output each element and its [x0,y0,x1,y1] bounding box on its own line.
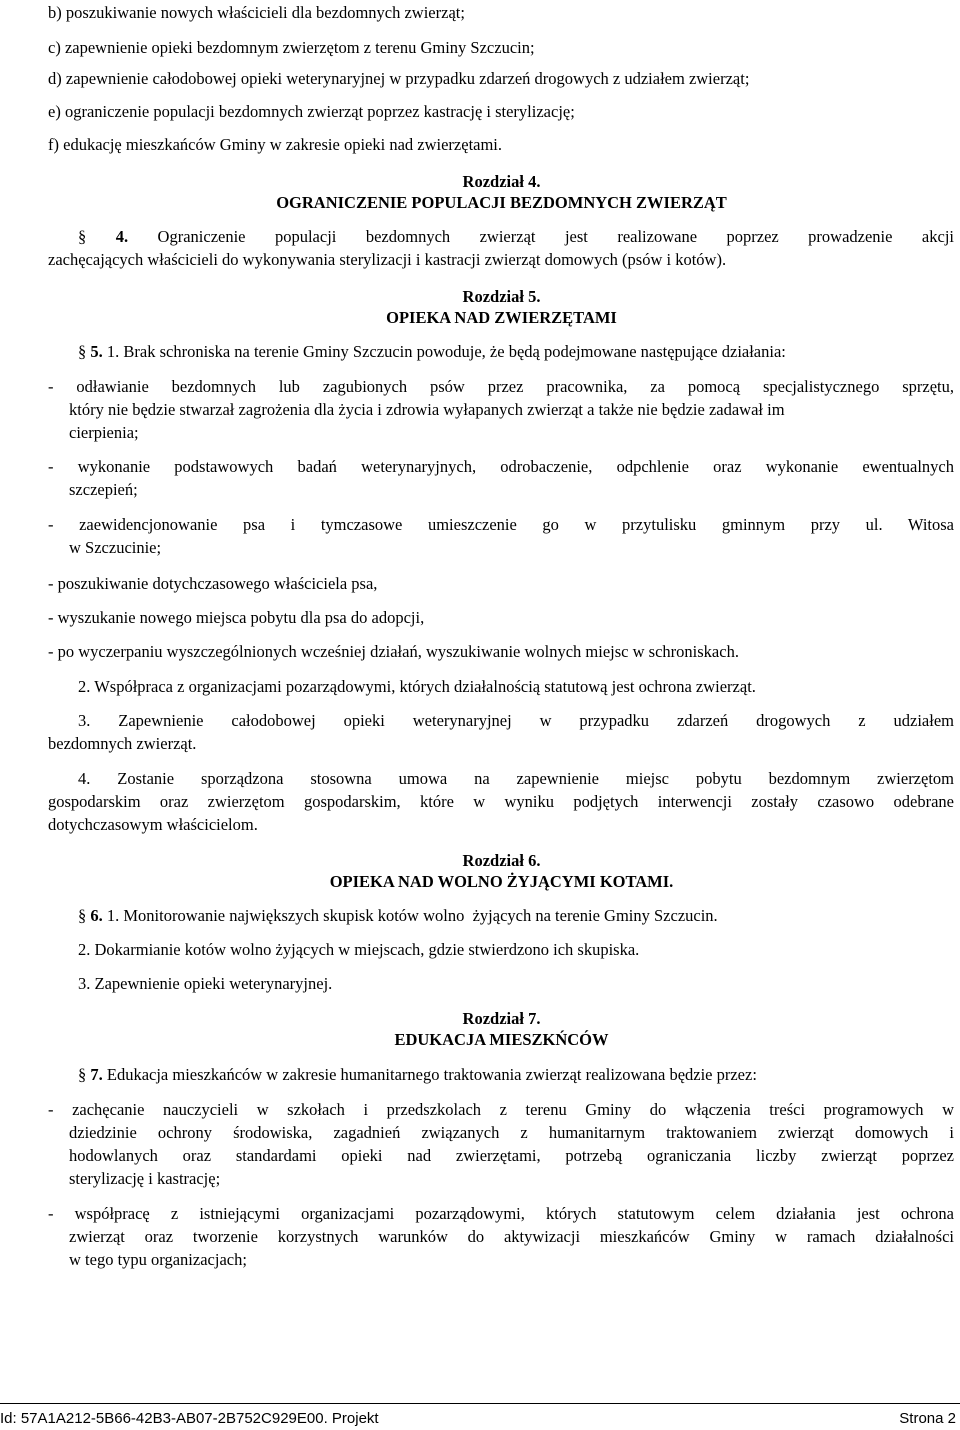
bullet-line: - współpracę z istniejącymi organizacjami pozarządowymi, których statutowym celem działania jest ochrona [48,1204,954,1223]
bullet-line: - poszukiwanie dotychczasowego właściciela psa, [48,574,378,593]
paragraph-5-4: 4. Zostanie sporządzona stosowna umowa na zapewnienie miejsc pobytu bezdomnym zwierzętom [78,769,954,788]
bullet-line: sterylizację i kastrację; [69,1169,221,1188]
bullet-line: cierpienia; [69,423,139,442]
list-item: f) edukację mieszkańców Gminy w zakresie opieki nad zwierzętami. [48,135,503,154]
section-mark: § [78,1065,87,1084]
paragraph-6-2: 2. Dokarmianie kotów wolno żyjących w miejscach, gdzie stwierdzono ich skupiska. [78,940,640,959]
bullet-line: - wykonanie podstawowych badań weterynaryjnych, odrobaczenie, odpchlenie oraz wykonanie ewentualnych [48,457,954,476]
paragraph-5-3: bezdomnych zwierząt. [48,734,197,753]
paragraph-6-3: 3. Zapewnienie opieki weterynaryjnej. [78,974,333,993]
chapter-7-title: EDUKACJA MIESZKŃCÓW [394,1030,609,1049]
paragraph-4-line: zachęcających właścicieli do wykonywania sterylizacji i kastracji zwierząt domowych (psów i kotów). [48,250,727,269]
chapter-6-label: Rozdział 6. [462,851,541,870]
paragraph-5-4: gospodarskim oraz zwierzętom gospodarskim, które w wyniku podjętych interwencji zostały czasowo odebrane [48,792,954,811]
chapter-7-label: Rozdział 7. [462,1009,541,1028]
section-mark: § [78,342,87,361]
footer-divider [0,1403,960,1404]
bullet-line: - zaewidencjonowanie psa i tymczasowe umieszczenie go w przytulisku gminnym przy ul. Witosa [48,515,954,534]
paragraph-5-intro: § 5. 1. Brak schroniska na terenie Gminy Szczucin powoduje, że będą podejmowane następujące działania: [78,342,786,361]
paragraph-5-2: 2. Współpraca z organizacjami pozarządowymi, których działalnością statutową jest ochrona zwierząt. [78,677,756,696]
paragraph-number: 4. [86,227,129,246]
chapter-4-title: OGRANICZENIE POPULACJI BEZDOMNYCH ZWIERZĄT [276,193,727,212]
chapter-4-label: Rozdział 4. [462,172,541,191]
bullet-line: w Szczucinie; [69,538,162,557]
bullet-line: - odławianie bezdomnych lub zagubionych psów przez pracownika, za pomocą specjalistycznego sprzętu, [48,377,954,396]
list-item: e) ograniczenie populacji bezdomnych zwierząt poprzez kastrację i sterylizację; [48,102,575,121]
list-item: d) zapewnienie całodobowej opieki weterynaryjnej w przypadku zdarzeń drogowych z udziałem zwierząt; [48,69,750,88]
bullet-line: hodowlanych oraz standardami opieki nad zwierzętami, potrzebą ograniczania liczby zwierząt poprzez [69,1146,954,1165]
paragraph-5-4: dotychczasowym właścicielom. [48,815,258,834]
section-mark: § [78,906,87,925]
list-item: b) poszukiwanie nowych właścicieli dla bezdomnych zwierząt; [48,3,465,22]
chapter-5-title: OPIEKA NAD ZWIERZĘTAMI [386,308,617,327]
bullet-line: w tego typu organizacjach; [69,1250,247,1269]
footer-page-number: Strona 2 [899,1410,956,1427]
bullet-line: który nie będzie stwarzał zagrożenia dla życia i zdrowia wyłapanych zwierząt a także nie będzie zadawał im [69,400,785,419]
list-item: c) zapewnienie opieki bezdomnym zwierzętom z terenu Gminy Szczucin; [48,38,535,57]
bullet-line: - po wyczerpaniu wyszczególnionych wcześniej działań, wyszukiwanie wolnych miejsc w schroniskach. [48,642,739,661]
bullet-line: zwierząt oraz tworzenie korzystnych warunków do aktywizacji mieszkańców Gminy w ramach działalności [69,1227,954,1246]
footer-document-id: Id: 57A1A212-5B66-42B3-AB07-2B752C929E00. Projekt [0,1410,379,1427]
section-mark: § [78,227,87,246]
paragraph-6-1: § 6. 1. Monitorowanie największych skupisk kotów wolno żyjących na terenie Gminy Szczucin. [78,906,718,925]
paragraph-4-line: § 4. Ograniczenie populacji bezdomnych zwierząt jest realizowane poprzez prowadzenie akcji [78,227,955,246]
chapter-5-label: Rozdział 5. [462,287,541,306]
bullet-line: dziedzinie ochrony środowiska, zagadnień związanych z humanitarnym traktowaniem zwierząt domowych i [69,1123,954,1142]
paragraph-7-intro: § 7. Edukacja mieszkańców w zakresie humanitarnego traktowania zwierząt realizowana będzie przez: [78,1065,757,1084]
bullet-line: szczepień; [69,480,138,499]
bullet-line: - wyszukanie nowego miejsca pobytu dla psa do adopcji, [48,608,425,627]
paragraph-5-3: 3. Zapewnienie całodobowej opieki weterynaryjnej w przypadku zdarzeń drogowych z udziałem [78,711,954,730]
bullet-line: - zachęcanie nauczycieli w szkołach i przedszkolach z terenu Gminy do włączenia treści programowych w [48,1100,954,1119]
chapter-6-title: OPIEKA NAD WOLNO ŻYJĄCYMI KOTAMI. [329,872,674,891]
